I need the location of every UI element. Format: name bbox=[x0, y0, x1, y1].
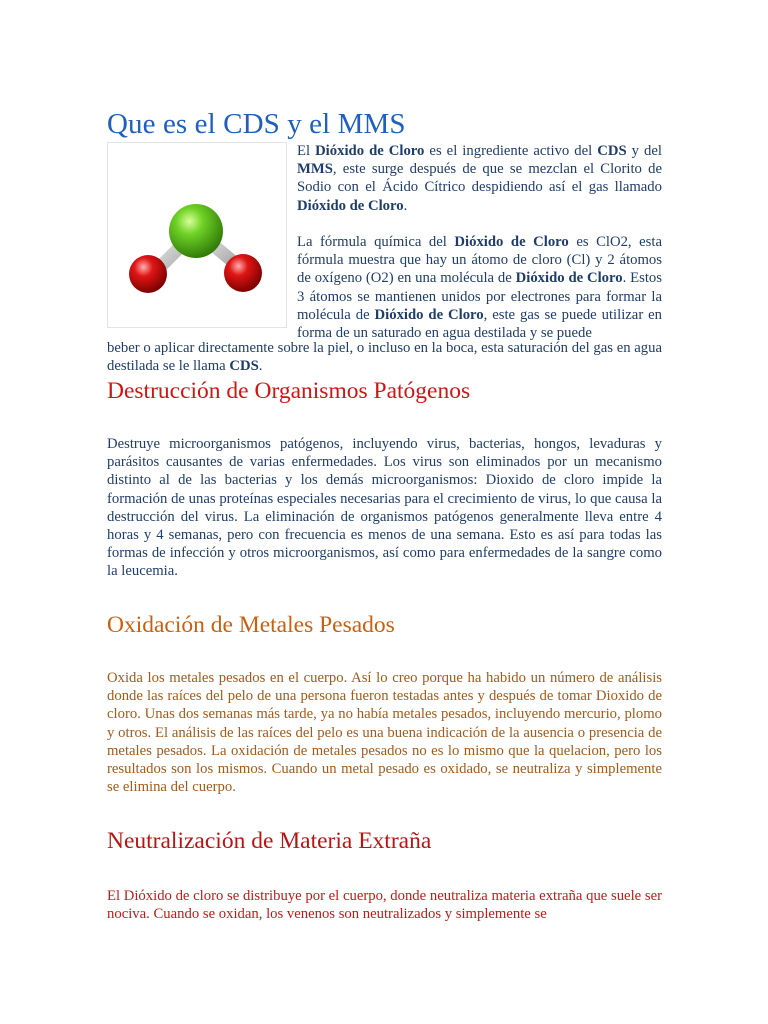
intro-paragraph-1: El Dióxido de Cloro es el ingrediente activo del CDS y del MMS, este surge después de que se mezclan el Clorito de Sodio con el Ácido Cítrico despidiendo así el gas llamado Dióxido de Cloro. bbox=[297, 143, 662, 214]
intro-paragraph-2: La fórmula química del Dióxido de Cloro es ClO2, esta fórmula muestra que hay un átomo de cloro (Cl) y 2 átomos de oxígeno (O2) en una molécula de Dióxido de Cloro. Estos 3 átomos se mantienen unidos por electrones para formar la molécula de Dióxido de Cloro, este gas se puede utilizar en forma de un saturado en agua destilada y se puede bbox=[297, 234, 662, 342]
section-heading-patogenos: Destrucción de Organismos Patógenos bbox=[107, 378, 471, 404]
section-body-materia-extrana: El Dióxido de cloro se distribuye por el cuerpo, donde neutraliza materia extraña que suele ser nociva. Cuando se oxidan, los venenos son neutralizados y simplemente se bbox=[107, 888, 662, 923]
page-title: Que es el CDS y el MMS bbox=[107, 108, 406, 140]
section-body-metales: Oxida los metales pesados en el cuerpo. Así lo creo porque ha habido un número de análisis donde las raíces del pelo de una persona fueron testadas antes y después de tomar Dioxido de cloro. Unas dos semanas más tarde, ya no había metales pesados, incluyendo mercurio, plomo y otros. El análisis de las raíces del pelo es una buena indicación de la ausencia o presencia de metales pesados. La oxidación de metales pesados no es lo mismo que la quelacion, pero los resultados son los mismos. Cuando un metal pesado es oxidado, se neutraliza y simplemente se elimina del cuerpo. bbox=[107, 670, 662, 796]
intro-paragraph-2-continued: beber o aplicar directamente sobre la piel, o incluso en la boca, esta saturación del gas en agua destilada se le llama CDS. bbox=[107, 340, 662, 375]
section-heading-materia-extrana: Neutralización de Materia Extraña bbox=[107, 828, 432, 854]
molecule-image bbox=[107, 142, 287, 328]
section-body-patogenos: Destruye microorganismos patógenos, incluyendo virus, bacterias, hongos, levaduras y parásitos causantes de varias enfermedades. Los virus son eliminados por un mecanismo distinto al de las bacterias y los demás microorganismos: Dioxido de cloro impide la formación de unas proteínas especiales necesarias para el crecimiento de virus, lo que causa la destrucción del virus. La eliminación de organismos patógenos generalmente lleva entre 4 horas y 4 semanas, pero con frecuencia es menos de una semana. Esto es así para todas las formas de infección y otros microorganismos, así como para enfermedades de la sangre como la leucemia. bbox=[107, 436, 662, 580]
section-heading-metales: Oxidación de Metales Pesados bbox=[107, 612, 395, 638]
chlorine-dioxide-molecule-icon bbox=[108, 143, 286, 327]
